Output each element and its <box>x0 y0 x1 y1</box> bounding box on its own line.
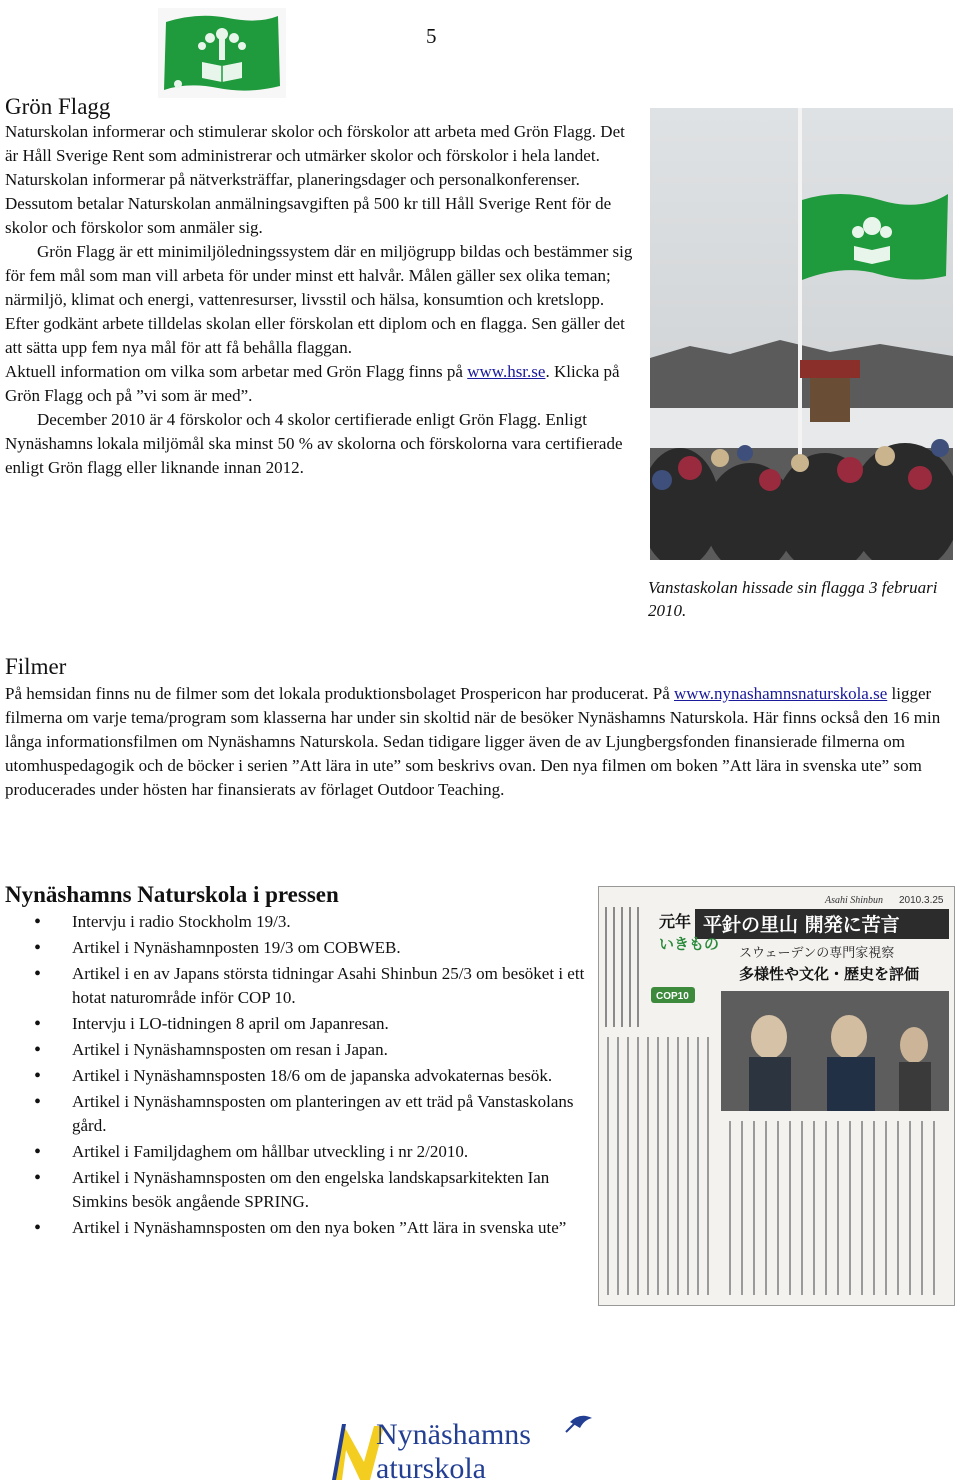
newspaper-year-label: 元年 <box>659 912 692 931</box>
filmer-text-after: ligger filmerna om varje tema/program som klasserna har under sin skoltid när de besöker Nynäshamns Naturskola. Här finns också den 16 min långa informationsfilmen om Nynäshamns Naturskola. Sedan tidigare ligger även de av Ljungbergsfonden finansierade filmerna om utomhuspedagogik och de böcker i serien ”Att lära in ute” som beskrivs ovan. Den nya filmen om boken ”Att lära in svenska ute” som producerades under hösten har finansierats av förlaget Outdoor Teaching. <box>5 684 941 799</box>
newspaper-cop-badge: COP10 <box>656 991 689 1002</box>
naturskola-website-link[interactable]: www.nynashamnsnaturskola.se <box>674 684 888 703</box>
newspaper-date: 2010.3.25 <box>899 895 944 906</box>
flag-raising-photo-art <box>650 108 953 560</box>
newspaper-subhead: スウェーデンの専門家視察 <box>739 946 895 961</box>
list-item: • Artikel i Nynäshamnsposten om den nya boken ”Att lära in svenska ute” <box>30 1216 590 1240</box>
section-heading-gron-flagg: Grön Flagg <box>5 94 111 119</box>
nynashamns-naturskola-logo <box>330 1410 650 1484</box>
filmer-body <box>5 682 955 802</box>
logo-text-line-2: aturskola <box>376 1452 486 1484</box>
newspaper-clipping-image <box>598 886 955 1306</box>
gron-flagg-paragraph-2: Grön Flagg är ett minimiljöledningssystem där en miljögrupp bildas och bestämmer sig för fem mål som man vill arbeta för under minst ett halvår. Målen gäller sex olika teman; närmiljö, klimat och energi, vattenresurser, livsstil och hälsa, konsumtion och kretslopp. Efter godkänt arbete tilldelas skolan eller förskolan ett diplom och en flagga. Sen gäller det att sätta upp fem nya mål för att få behålla flaggan. <box>5 242 633 357</box>
page-number: 5 <box>426 24 437 48</box>
paragraph-3-text-after: . Klicka på Grön Flagg och på ”vi som är med”. <box>5 362 620 405</box>
gron-flagg-paragraph-3 <box>5 360 635 408</box>
list-item: • Artikel i Nynäshamnposten 19/3 om COBWEB. <box>30 936 590 960</box>
newspaper-subhead-2: 多様性や文化・歴史を評価 <box>739 965 920 983</box>
list-item: • Artikel i Nynäshamnsposten om resan i Japan. <box>30 1038 590 1062</box>
gron-flagg-paragraph-4: December 2010 är 4 förskolor och 4 skolor certifierade enligt Grön Flagg. Enligt Nynäshamns lokala miljömål ska minst 50 % av skolorna och förskolorna vara certifierade enligt Grön flagg eller liknande innan 2012. <box>5 410 623 477</box>
list-item: • Intervju i radio Stockholm 19/3. <box>30 910 590 934</box>
gron-flagg-flag-image <box>158 8 286 98</box>
newspaper-clipping-art <box>599 887 954 1305</box>
newspaper-masthead: Asahi Shinbun <box>825 895 884 906</box>
section-heading-press: Nynäshamns Naturskola i pressen <box>5 882 339 907</box>
newspaper-headline: 平針の里山 開発に苦言 <box>703 914 900 936</box>
list-item: • Artikel i en av Japans största tidningar Asahi Shinbun 25/3 om besöket i ett hotat naturområde inför COP 10. <box>30 962 590 1010</box>
newspaper-vertical-title: いきもの <box>659 935 720 953</box>
gron-flagg-paragraph-1: Naturskolan informerar och stimulerar skolor och förskolor att arbeta med Grön Flagg. Det är Håll Sverige Rent som administrerar och utmärker skolor och förskolor i hela landet. Naturskolan informerar på nätverksträffar, planeringsdager och personalkonferenser. Dessutom betalar Naturskolan anmälningsavgiften på 500 kr till Håll Sverige Rent för de skolor och förskolor som anmäler sig. <box>5 122 625 237</box>
section-heading-filmer: Filmer <box>5 654 67 679</box>
flag-raising-photo <box>650 108 953 560</box>
photo-caption: Vanstaskolan hissade sin flagga 3 februari 2010. <box>648 578 938 620</box>
filmer-text-before: På hemsidan finns nu de filmer som det lokala produktionsbolaget Prospericon har producerat. På <box>5 684 674 703</box>
logo-text-line-1: Nynäshamns <box>376 1418 531 1451</box>
hsr-link[interactable]: www.hsr.se <box>467 362 546 381</box>
list-item: • Artikel i Familjdaghem om hållbar utveckling i nr 2/2010. <box>30 1140 590 1164</box>
filmer-paragraph <box>5 682 955 802</box>
list-item: • Artikel i Nynäshamnsposten om den engelska landskapsarkitekten Ian Simkins besök angående SPRING. <box>30 1166 590 1214</box>
list-item: • Artikel i Nynäshamnsposten 18/6 om de japanska advokaternas besök. <box>30 1064 590 1088</box>
gron-flagg-body <box>5 120 635 480</box>
press-list <box>30 910 590 1242</box>
list-item: • Artikel i Nynäshamnsposten om planteringen av ett träd på Vanstaskolans gård. <box>30 1090 590 1138</box>
paragraph-3-text-before: Aktuell information om vilka som arbetar med Grön Flagg finns på <box>5 362 468 381</box>
list-item: • Intervju i LO-tidningen 8 april om Japanresan. <box>30 1012 590 1036</box>
